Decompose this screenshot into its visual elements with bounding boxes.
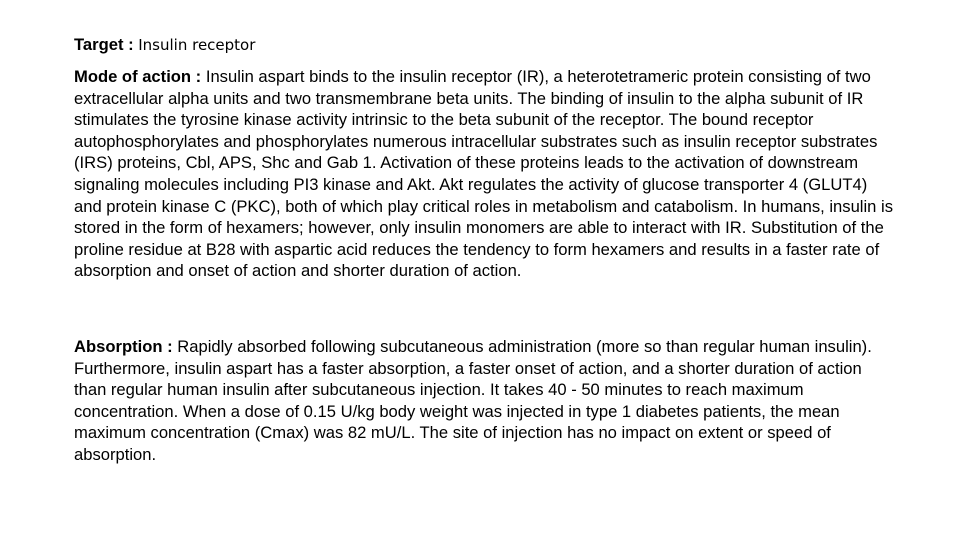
absorption-label: Absorption : [74,337,173,356]
target-section [74,34,894,57]
absorption-text: Rapidly absorbed following subcutaneous administration (more so than regular human insulin). Furthermore, insulin aspart has a faster absorption, a faster onset of action, and a shorter duration of action than regular human insulin after subcutaneous injection. It takes 40 - 50 minutes to reach maximum concentration. When a dose of 0.15 U/kg body weight was injected in type 1 diabetes patients, the mean maximum concentration (Cmax) was 82 mU/L. The site of injection has no impact on extent or speed of absorption. [74,337,872,464]
absorption-section [74,336,894,466]
target-value: Insulin receptor [138,36,256,54]
target-label: Target : [74,35,134,54]
mode-of-action-section [74,66,894,282]
mode-of-action-text: Insulin aspart binds to the insulin receptor (IR), a heterotetrameric protein consisting of two extracellular alpha units and two transmembrane beta units. The binding of insulin to the alpha subunit of IR stimulates the tyrosine kinase activity intrinsic to the beta subunit of the receptor. The bound receptor autophosphorylates and phosphorylates numerous intracellular substrates such as insulin receptor substrates (IRS) proteins, Cbl, APS, Shc and Gab 1. Activation of these proteins leads to the activation of downstream signaling molecules including PI3 kinase and Akt. Akt regulates the activity of glucose transporter 4 (GLUT4) and protein kinase C (PKC), both of which play critical roles in metabolism and catabolism. In humans, insulin is stored in the form of hexamers; however, only insulin monomers are able to interact with IR. Substitution of the proline residue at B28 with aspartic acid reduces the tendency to form hexamers and results in a faster rate of absorption and onset of action and shorter duration of action. [74,67,894,281]
mode-of-action-label: Mode of action : [74,67,202,86]
